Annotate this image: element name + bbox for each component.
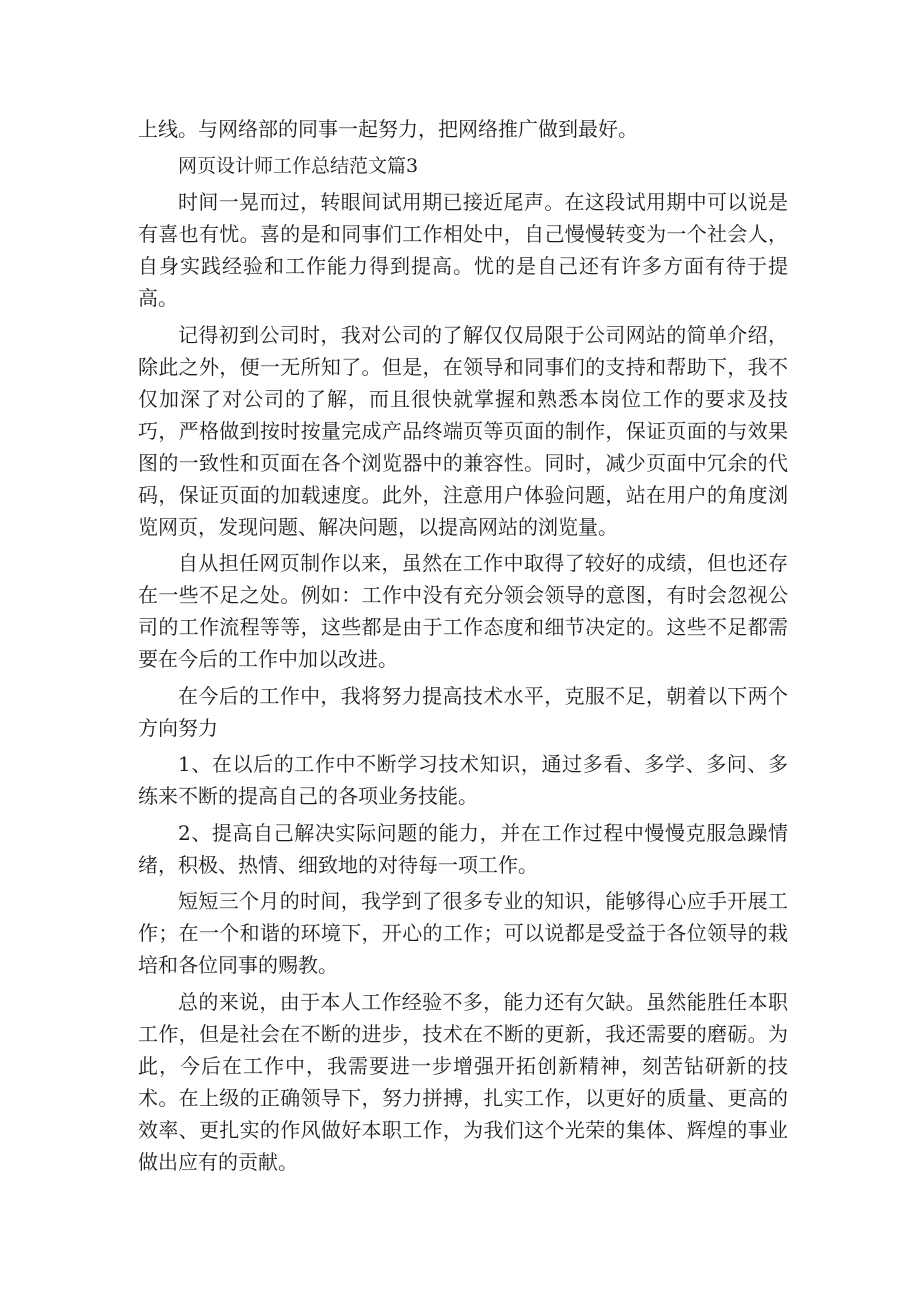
paragraph: 时间一晃而过，转眼间试用期已接近尾声。在这段试用期中可以说是有喜也有忧。喜的是和同事们工作相处中，自己慢慢转变为一个社会人，自身实践经验和工作能力得到提高。忧的是自己还有许多方面有待于提高。: [138, 190, 788, 310]
section-title: 网页设计师工作总结范文篇3: [178, 154, 419, 177]
list-item: 1、在以后的工作中不断学习技术知识，通过多看、多学、多问、多练来不断的提高自己的各项业务技能。: [138, 752, 788, 808]
paragraph: 总的来说，由于本人工作经验不多，能力还有欠缺。虽然能胜任本职工作，但是社会在不断的进步，技术在不断的更新，我还需要的磨砺。为此，今后在工作中，我需要进一步增强开拓创新精神，刻苦钻研新的技术。在上级的正确领导下，努力拼搏，扎实工作，以更好的质量、更高的效率、更扎实的作风做好本职工作，为我们这个光荣的集体、辉煌的事业做出应有的贡献。: [138, 989, 788, 1174]
paragraph: 记得初到公司时，我对公司的了解仅仅局限于公司网站的简单介绍，除此之外，便一无所知了。但是，在领导和同事们的支持和帮助下，我不仅加深了对公司的了解，而且很快就掌握和熟悉本岗位工作的要求及技巧，严格做到按时按量完成产品终端页等页面的制作，保证页面的与效果图的一致性和页面在各个浏览器中的兼容性。同时，减少页面中冗余的代码，保证页面的加载速度。此外，注意用户体验问题，站在用户的角度浏览网页，发现问题、解决问题，以提高网站的浏览量。: [138, 322, 788, 539]
list-item: 2、提高自己解决实际问题的能力，并在工作过程中慢慢克服急躁情绪，积极、热情、细致地的对待每一项工作。: [138, 820, 788, 877]
document-body: [138, 113, 788, 1182]
paragraph: 自从担任网页制作以来，虽然在工作中取得了较好的成绩，但也还存在一些不足之处。例如：工作中没有充分领会领导的意图，有时会忽视公司的工作流程等等，这些都是由于工作态度和细节决定的。这些不足都需要在今后的工作中加以改进。: [138, 551, 788, 671]
paragraph: 在今后的工作中，我将努力提高技术水平，克服不足，朝着以下两个方向努力: [138, 683, 788, 740]
paragraph-continuation: 上线。与网络部的同事一起努力，把网络推广做到最好。: [138, 117, 638, 141]
paragraph: 短短三个月的时间，我学到了很多专业的知识，能够得心应手开展工作；在一个和谐的环境下，开心的工作；可以说都是受益于各位领导的栽培和各位同事的赐教。: [138, 889, 788, 977]
